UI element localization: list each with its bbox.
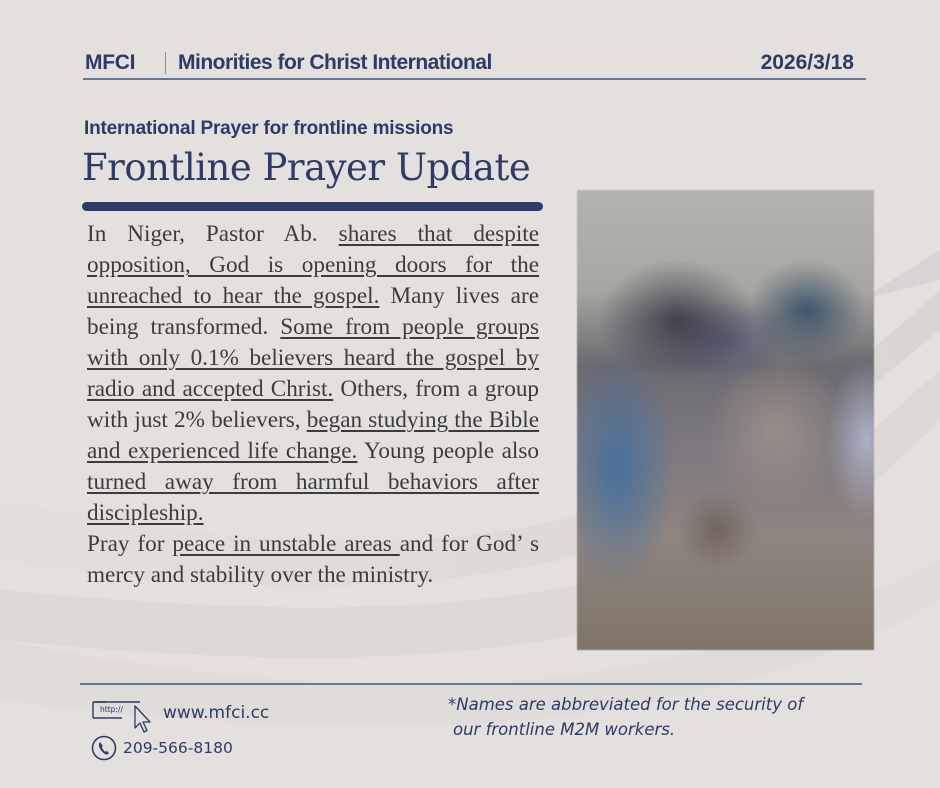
phone-number[interactable]: 209-566-8180: [123, 739, 233, 757]
blurred-photo: [577, 190, 874, 650]
http-cursor-icon: [92, 700, 154, 736]
publish-date: 2026/3/18: [760, 51, 854, 74]
text-segment: Young people also: [357, 438, 539, 464]
text-segment: Others, from a group with just 2% believers,: [87, 376, 540, 433]
title-underline-bar: [82, 202, 543, 211]
footer-divider: [80, 683, 862, 685]
text-segment: and for God’ s mercy and stability over the ministry.: [87, 531, 539, 588]
disclaimer-line: *Names are abbreviated for the security of: [448, 695, 804, 714]
disclaimer-line: our frontline M2M workers.: [453, 720, 676, 739]
header-divider: [165, 52, 166, 74]
update-paragraph: [87, 219, 539, 529]
highlighted-segment: Some from people groups with only 0.1% believers heard the gospel by radio and accepted Christ.: [87, 314, 539, 402]
header: [83, 48, 866, 80]
security-disclaimer: [448, 692, 868, 742]
highlighted-segment: began studying the Bible and experienced life change.: [87, 407, 539, 464]
highlighted-segment: peace in unstable areas: [172, 531, 400, 557]
website-url[interactable]: www.mfci.cc: [163, 703, 270, 723]
svg-text:http://: http://: [100, 705, 123, 714]
prayer-update-body: [87, 219, 539, 591]
text-segment: Pray for: [87, 531, 173, 557]
prayer-request-paragraph: [87, 529, 539, 591]
brand-logo-text: MFCI: [85, 51, 136, 74]
text-segment: Many lives are being transformed.: [87, 283, 539, 340]
highlighted-segment: turned away from harmful behaviors after discipleship.: [87, 469, 539, 526]
phone-icon: [91, 735, 117, 761]
subtitle: International Prayer for frontline missions: [84, 118, 454, 139]
highlighted-segment: shares that despite opposition, God is opening doors for the unreached to hear the gospel.: [87, 221, 539, 309]
page-title: Frontline Prayer Update: [82, 146, 531, 189]
organization-name: Minorities for Christ International: [178, 51, 492, 74]
text-segment: In Niger, Pastor Ab.: [87, 221, 339, 247]
